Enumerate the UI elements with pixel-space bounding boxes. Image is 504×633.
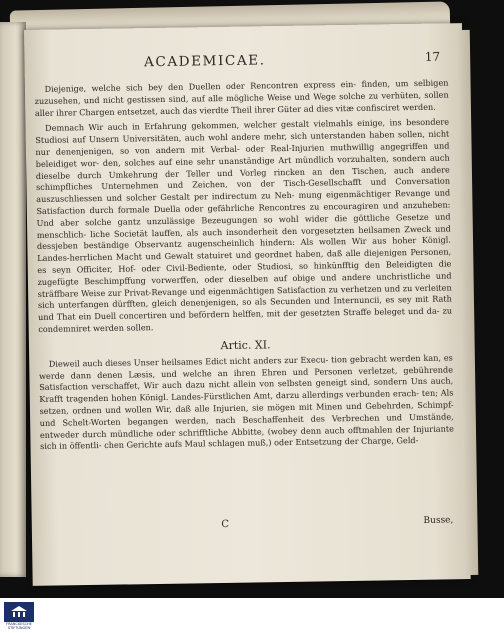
logo-line-2: STIFTUNGEN: [7, 626, 31, 630]
paragraph-injuries-revenge: Demnach Wir auch in Erfahrung gekommen, welcher gestalt vielmahls einige, ins besondere Studiosi auf Unsern Universitäten, auch wohl andere mehr, sich unterstanden haben sollen, nicht nur denenjenigen, so von andern mit Verbal- oder Real-Injurien muthwillig angegriffen und beleidiget wor- den, solches auf eine sehr unanständige Art mündlich vorzuhalten, sondern auch dieselbe durch Umkehrung der Teller und Vorleg rincken an den Tischen, auch andere schimpfliches Unternehmen und Zeichen, von der Tisch-Gesellschafft und Conversation auszuschliessen und solcher Gestalt per indirectum zu Neh- mung eigenmächtiger Revange und Satisfaction durch formale Duella oder gefährliche Rencontres zu encouragiren und anzuheben: Und aber solche gantz unzulässige Bezeugungen so wohl wider die göttliche Gesetze und menschlich- liche Societät lauffen, als auch insonderheit den vorgesetzten heilsamen Zweck und dessjeben beständige Observantz augenscheinlich hindern: Als wollen Wir aus hoher Königl. Landes-herrlichen Macht und Gewalt statuiret und geordnet haben, daß alle diejenigen Personen, es seyn Officiter, Hof- oder Civil-Bediente, oder Studiosi, so hinkünfftig den Beleidigten die zugefügte Beschimpffung vorwerffen, oder dieselben auf obige und andere unchristliche und sträffbare Weise zur Privat-Revange und eigenmächtigen Satisfaction zu verhetzen und zu verleiten sich unterfangen dürfften, gleich denenjenigen, so als Secunden und Internuncii, es sey mit Rath und That ein Duell concertiren und befördern helffen, mit der gesetzten Straffe beleget und da- zu condemniret werden sollen.: [35, 116, 453, 334]
paragraph-article-xi: Dieweil auch dieses Unser heilsames Edict nicht anders zur Execu- tion gebracht werden kan, es werde dann denen Læsis, und welche an ihren Ehren und Personen verletzet, gebührende Satisfaction verschaffet, Wir auch dazu nicht allein von selbsten geneigt sind, sondern Uns auch, Krafft tragenden hohen Königl. Landes-Fürstlichen Amt, darzu allerdings verbunden erach- ten; Als setzen, ordnen und wollen Wir, daß alle Injurien, sie mögen mit Minen und Gebehrden, Schimpf- und Schelt-Worten begangen werden, nach Beschaffenheit des Verbrechen und Umstände, entweder durch mündliche oder schrifftliche Abbitte, (wobey denn auch offtmahlen der Injuriante sich in öffentli- chen Gerichte aufs Maul schlagen muß,) oder Entsetzung der Charge, Geld-: [38, 352, 454, 452]
left-page-edge: [0, 22, 26, 577]
viewer-footer-bar: [0, 598, 504, 633]
building-icon: [10, 605, 28, 619]
catchword: Busse,: [423, 515, 454, 526]
signature-mark: C: [221, 518, 230, 531]
page-number: 17: [424, 49, 441, 64]
franckesche-stiftungen-logo: [4, 602, 34, 630]
logo-text: [4, 622, 34, 630]
article-heading: Artic. XI.: [220, 338, 271, 352]
logo-emblem-icon: [4, 602, 34, 622]
page-text-block: [34, 49, 454, 531]
running-title: ACADEMICAE.: [143, 52, 266, 71]
paragraph-duels-spectators: Diejenige, welche sich bey den Duellen oder Rencontren express ein- finden, um selbigen zuzusehen, und nicht gestissen sind, auf alle mögliche Weise und Wege solche zu verhüten, sollen aller ihrer Chargen entsetzet, auch das vierdte Theil ihrer Güter ad dies vitæ confisciret werden.: [34, 77, 449, 118]
logo-line-1: FRANCKESCHE: [6, 622, 32, 626]
